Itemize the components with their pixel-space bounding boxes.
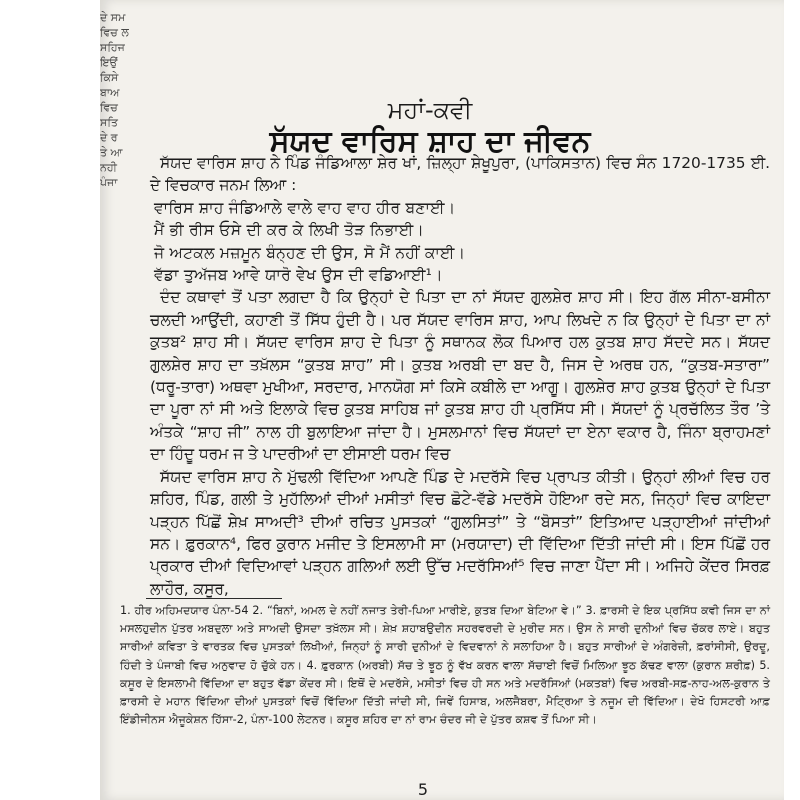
edge-text-line: ਤੇ ਆ xyxy=(100,146,123,159)
poem-line: ਜੋ ਅਟਕਲ ਮਜ਼ਮੂਨ ਬੰਨ੍ਹਣ ਦੀ ਉਸ, ਸੋ ਮੈਂ ਨਹੀਂ ਕਾਈ। xyxy=(154,243,466,262)
edge-text-line: ਸਤਿ xyxy=(100,116,118,129)
edge-text-line: ਨਹੀ xyxy=(100,161,117,174)
edge-text-line: ਦੇ ਰ xyxy=(100,131,118,144)
edge-text-line: ਦੇ ਸਮ xyxy=(100,11,126,24)
edge-text-line: ਇਉਂ xyxy=(100,56,118,69)
poem-line: ਮੈਂ ਭੀ ਰੀਸ ਓਸੇ ਦੀ ਕਰ ਕੇ ਲਿਖੀ ਤੋੜ ਨਿਭਾਈ। xyxy=(154,221,425,240)
footnotes-text: 1. ਹੀਰ ਅਹਿਮਦਯਾਰ ਪੰਨਾ-54 2. “ਬਿਨਾਂ, ਅਮਲ ਦੇ ਨਹੀਂ ਨਜਾਤ ਤੇਰੀ-ਪਿਆ ਮਾਰੀਏ, ਕੁਤਬ ਦਿਆ ਬੇਟਿਆ ਵੇ।” 3. ਫ਼ਾਰਸੀ ਦੇ ਇਕ ਪ੍ਰਸਿੱਧ ਕਵੀ ਜਿਸ ਦਾ ਨਾਂ ਮਸਲਹੁਦੀਨ ਪੁੱਤਰ ਅਬਦੁਲਾ ਅਤੇ ਸਾਅਦੀ ਉਸਦਾ ਤਖ਼ੱਲਸ ਸੀ। ਸ਼ੇਖ਼ ਸ਼ਹਾਬਉਦੀਨ ਸਹਰਵਰਦੀ ਦੇ ਮੁਰੀਦ ਸਨ। ਉਸ ਨੇ ਸਾਰੀ ਦੁਨੀਆਂ ਵਿਚ ਚੱਕਰ ਲਾਏ। ਬਹੁਤ ਸਾਰੀਆਂ ਕਵਿਤਾ ਤੇ ਵਾਰਤਕ ਵਿਚ ਪੁਸਤਕਾਂ ਲਿਖੀਆਂ, ਜਿਨ੍ਹਾਂ ਨੂੰ ਸਾਰੀ ਦੁਨੀਆਂ ਦੇ ਵਿਦਵਾਨਾਂ ਨੇ ਸਲਾਹਿਆ ਹੈ। ਬਹੁਤ ਸਾਰੀਆਂ ਦੇ ਅੰਗਰੇਜ਼ੀ, ਫ਼ਰਾਂਸੀਸੀ, ਉਰਦੂ, ਹਿੰਦੀ ਤੇ ਪੰਜਾਬੀ ਵਿਚ ਅਨੁਵਾਦ ਹੋ ਚੁੱਕੇ ਹਨ। 4. ਫ਼ੁਰਕਾਨ (ਅਰਬੀ) ਸੱਚ ਤੇ ਝੂਠ ਨੂੰ ਵੱਖ ਕਰਨ ਵਾਲਾ ਸੱਚਾਈ ਵਿਚੋਂ ਮਿਲਿਆ ਝੂਠ ਕੱਢਣ ਵਾਲਾ (ਕੁਰਾਨ ਸ਼ਰੀਫ਼) 5. ਕਸੂਰ ਦੇ ਇਸਲਾਮੀ ਵਿੱਦਿਆ ਦਾ ਬਹੁਤ ਵੱਡਾ ਕੇਂਦਰ ਸੀ। ਇਥੋਂ ਦੇ ਮਦਰੱਸੇ, ਮਸੀਤਾਂ ਵਿਚ ਹੀ ਸਨ ਅਤੇ ਮਦਰੱਸਿਆਂ (ਮਕਤਬਾਂ) ਵਿਚ ਅਰਬੀ-ਸਫ਼-ਨਾਹ-ਅਲ-ਕੁਰਾਨ ਤੇ ਫ਼ਾਰਸੀ ਦੇ ਮਹਾਨ ਵਿੱਦਿਆ ਦੀਆਂ ਪੁਸਤਕਾਂ ਵਿਚੋਂ ਵਿੱਦਿਆ ਦਿੱਤੀ ਜਾਂਦੀ ਸੀ, ਜਿਵੇਂ ਹਿਸਾਬ, ਅਲਜੈਬਰਾ, ਮੈਟ੍ਰਿਆ ਤੇ ਨਜੂਮ ਦੀ ਵਿੱਦਿਆ। ਦੇਖੋ ਹਿਸਟਰੀ ਆਫ਼ ਇੰਡੀਜੀਨਸ ਐਜੂਕੇਸ਼ਨ ਹਿੱਸਾ-2, ਪੰਨਾ-100 ਲੇਟਨਰ। ਕਸੂਰ ਸ਼ਹਿਰ ਦਾ ਨਾਂ ਰਾਮ ਚੰਦਰ ਜੀ ਦੇ ਪੁੱਤਰ ਕਸ਼ਵ ਤੋਂ ਪਿਆ ਸੀ। xyxy=(120,604,770,727)
edge-text-line: ਵਿਚ xyxy=(100,101,118,114)
edge-text-line: ਸਹਿਜ xyxy=(100,41,125,54)
chapter-kicker: ਮਹਾਂ-ਕਵੀ xyxy=(387,96,473,124)
previous-page-edge-text xyxy=(100,0,138,480)
footnotes xyxy=(120,602,770,729)
edge-text-line: ਪੰਜਾ xyxy=(100,176,118,189)
poem-line: ਵਾਰਿਸ ਸ਼ਾਹ ਜੰਡਿਆਲੇ ਵਾਲੇ ਵਾਹ ਵਾਹ ਹੀਰ ਬਣਾਈ। xyxy=(154,198,456,217)
intro-paragraph: ਸੱਯਦ ਵਾਰਿਸ ਸ਼ਾਹ ਨੇ ਪਿੰਡ ਜੰਡਿਆਲਾ ਸ਼ੇਰ ਖਾਂ, ਜ਼ਿਲ੍ਹਾ ਸ਼ੇਖੂਪੁਰਾ, (ਪਾਕਿਸਤਾਨ) ਵਿਚ ਸੰਨ 1720-1735 ਈ. ਦੇ ਵਿਚਕਾਰ ਜਨਮ ਲਿਆ : xyxy=(150,154,770,195)
poem-block xyxy=(150,197,770,287)
edge-text-line: ਕਿਸੇ xyxy=(100,71,119,84)
poem-line: ਵੱਡਾ ਤੁਅੱਜਬ ਆਵੇ ਯਾਰੋ ਵੇਖ ਉਸ ਦੀ ਵਡਿਆਈ¹। xyxy=(154,266,443,285)
page-number: 5 xyxy=(417,780,429,799)
paragraph-education: ਸੱਯਦ ਵਾਰਿਸ ਸ਼ਾਹ ਨੇ ਮੁੱਢਲੀ ਵਿੱਦਿਆ ਆਪਣੇ ਪਿੰਡ ਦੇ ਮਦਰੱਸੇ ਵਿਚ ਪ੍ਰਾਪਤ ਕੀਤੀ। ਉਨ੍ਹਾਂ ਲੀਆਂ ਵਿਚ ਹਰ ਸ਼ਹਿਰ, ਪਿੰਡ, ਗਲੀ ਤੇ ਮੁਹੱਲਿਆਂ ਦੀਆਂ ਮਸੀਤਾਂ ਵਿਚ ਛੋਟੇ-ਵੱਡੇ ਮਦਰੱਸੇ ਹੋਇਆ ਰਦੇ ਸਨ, ਜਿਨ੍ਹਾਂ ਵਿਚ ਕਾਇਦਾ ਪੜ੍ਹਨ ਪਿੱਛੋਂ ਸ਼ੇਖ਼ ਸਾਅਦੀ³ ਦੀਆਂ ਰਚਿਤ ਪੁਸਤਕਾਂ “ਗੁਲਸਿਤਾਂ” ਤੇ “ਬੋਸਤਾਂ” ਇਤਿਆਦ ਪੜ੍ਹਾਈਆਂ ਜਾਂਦੀਆਂ ਸਨ। ਫ਼ੁਰਕਾਨ⁴, ਫਿਰ ਕੁਰਾਨ ਮਜੀਦ ਤੇ ਇਸਲਾਮੀ ਸਾ (ਮਰਯਾਦਾ) ਦੀ ਵਿੱਦਿਆ ਦਿੱਤੀ ਜਾਂਦੀ ਸੀ। ਇਸ ਪਿੱਛੋਂ ਹਰ ਪ੍ਰਕਾਰ ਦੀਆਂ ਵਿਦਿਆਵਾਂ ਪੜ੍ਹਨ ਗਲਿਆਂ ਲਈ ਉੱਚ ਮਦਰੱਸਿਆਂ⁵ ਵਿਚ ਜਾਣਾ ਪੈਂਦਾ ਸੀ। ਅਜਿਹੇ ਕੇਂਦਰ ਸਿਰਫ਼ ਲਾਹੌਰ, ਕਸੂਰ, xyxy=(150,467,770,598)
edge-text-line: ਵਿਚ ਲ xyxy=(100,26,129,39)
edge-text-line: ਬਾਅ xyxy=(100,86,120,99)
paragraph-father: ਦੰਦ ਕਥਾਵਾਂ ਤੋਂ ਪਤਾ ਲਗਦਾ ਹੈ ਕਿ ਉਨ੍ਹਾਂ ਦੇ ਪਿਤਾ ਦਾ ਨਾਂ ਸੱਯਦ ਗੁਲਸ਼ੇਰ ਸ਼ਾਹ ਸੀ। ਇਹ ਗੱਲ ਸੀਨਾ-ਬਸੀਨਾ ਚਲਦੀ ਆਉਂਦੀ, ਕਹਾਣੀ ਤੋਂ ਸਿੱਧ ਹੁੰਦੀ ਹੈ। ਪਰ ਸੱਯਦ ਵਾਰਿਸ ਸ਼ਾਹ, ਆਪ ਲਿਖਦੇ ਨ ਕਿ ਉਨ੍ਹਾਂ ਦੇ ਪਿਤਾ ਦਾ ਨਾਂ ਕੁਤਬ² ਸ਼ਾਹ ਸੀ। ਸੱਯਦ ਵਾਰਿਸ ਸ਼ਾਹ ਦੇ ਪਿਤਾ ਨੂੰ ਸਥਾਨਕ ਲੋਕ ਪਿਆਰ ਹਲ ਕੁਤਬ ਸ਼ਾਹ ਸੱਦਦੇ ਸਨ। ਸੱਯਦ ਗੁਲਸ਼ੇਰ ਸ਼ਾਹ ਦਾ ਤਖ਼ੱਲਸ “ਕੁਤਬ ਸ਼ਾਹ” ਸੀ। ਕੁਤਬ ਅਰਬੀ ਦਾ ਬਦ ਹੈ, ਜਿਸ ਦੇ ਅਰਥ ਹਨ, “ਕੁਤਬ-ਸਤਾਰਾ” (ਧਰੂ-ਤਾਰਾ) ਅਥਵਾ ਮੁਖੀਆ, ਸਰਦਾਰ, ਮਾਨਯੋਗ ਸਾਂ ਕਿਸੇ ਕਬੀਲੇ ਦਾ ਆਗੂ। ਗੁਲਸ਼ੇਰ ਸ਼ਾਹ ਕੁਤਬ ਉਨ੍ਹਾਂ ਦੇ ਪਿਤਾ ਦਾ ਪੂਰਾ ਨਾਂ ਸੀ ਅਤੇ ਇਲਾਕੇ ਵਿਚ ਕੁਤਬ ਸਾਹਿਬ ਜਾਂ ਕੁਤਬ ਸ਼ਾਹ ਹੀ ਪ੍ਰਸਿੱਧ ਸੀ। ਸੱਯਦਾਂ ਨੂੰ ਪ੍ਰਚੱਲਿਤ ਤੌਰ ’ਤੇ ਅੰਤਕੇ “ਸ਼ਾਹ ਜੀ” ਨਾਲ ਹੀ ਬੁਲਾਇਆ ਜਾਂਦਾ ਹੈ। ਮੁਸਲਮਾਨਾਂ ਵਿਚ ਸੱਯਦਾਂ ਦਾ ਏਨਾ ਵਕਾਰ ਹੈ, ਜਿੰਨਾ ਬ੍ਰਾਹਮਣਾਂ ਦਾ ਹਿੰਦੂ ਧਰਮ ਜ ਤੇ ਪਾਦਰੀਆਂ ਦਾ ਈਸਾਈ ਧਰਮ ਵਿਚ xyxy=(150,288,770,464)
main-text xyxy=(150,152,770,600)
footnote-divider xyxy=(146,598,282,599)
chapter-title: ਸੱਯਦ ਵਾਰਿਸ ਸ਼ਾਹ ਦਾ ਜੀਵਨ xyxy=(269,124,591,159)
